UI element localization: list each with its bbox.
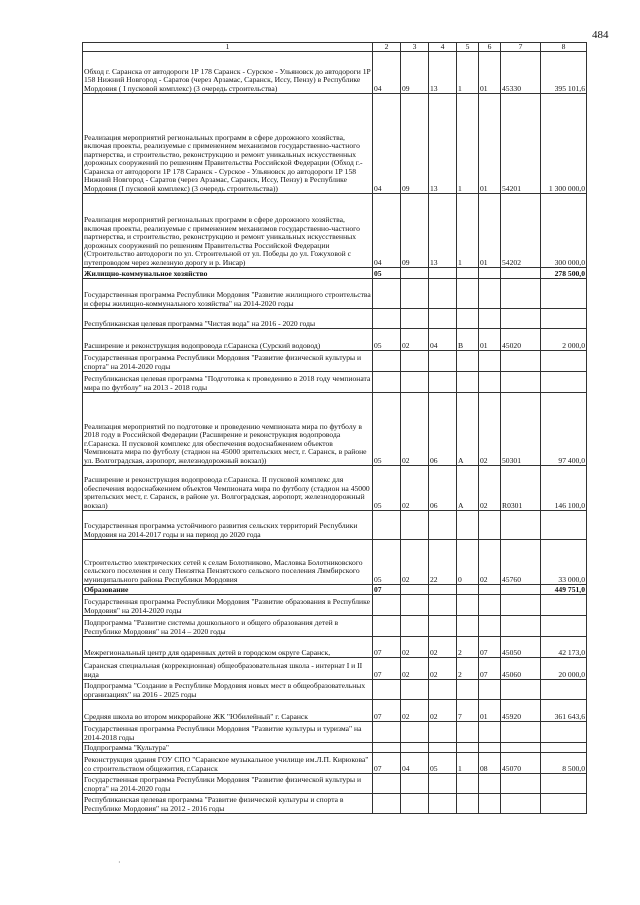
- subprogram-code: [457, 743, 479, 753]
- event-code: [479, 722, 501, 743]
- row-name: Подпрограмма "Создание в Республике Мордовия новых мест в общеобразовательных организациях" на 2016 - 2025 годы: [83, 680, 373, 700]
- subsection-code: 02: [401, 637, 429, 658]
- table-row: [83, 774, 587, 794]
- section-code: [373, 743, 401, 753]
- subprogram-code: [457, 595, 479, 616]
- program-code: [429, 372, 457, 393]
- row-name: Строительство электрических сетей к селам Болотниково, Масловка Болотниковского сельского поселения и селу Пензятка Пензятского сельского поселения Лямбирского муниципального района Республики Мордовия: [83, 540, 373, 585]
- target-code: [501, 774, 541, 794]
- subprogram-code: [457, 680, 479, 700]
- program-code: 02: [429, 658, 457, 680]
- program-code: 04: [429, 329, 457, 351]
- table-row: [83, 540, 587, 585]
- column-header: 7: [501, 43, 541, 52]
- row-name: Республиканская целевая программа "Развитие физической культуры и спорта в Республике Мордовия" на 2012 - 2016 годы: [83, 794, 373, 814]
- amount: [541, 774, 587, 794]
- event-code: [479, 268, 501, 279]
- subsection-code: [401, 279, 429, 309]
- amount: [541, 680, 587, 700]
- target-code: [501, 268, 541, 279]
- section-code: [373, 774, 401, 794]
- subsection-code: 09: [401, 194, 429, 268]
- program-code: [429, 595, 457, 616]
- table-body: [83, 52, 587, 814]
- scan-mark: ·: [118, 858, 121, 867]
- subsection-code: [401, 268, 429, 279]
- table-row: [83, 372, 587, 393]
- section-code: 07: [373, 700, 401, 722]
- table-row: [83, 194, 587, 268]
- amount: [541, 616, 587, 637]
- budget-table: [82, 42, 587, 814]
- event-code: 07: [479, 637, 501, 658]
- subprogram-code: [457, 616, 479, 637]
- event-code: 01: [479, 52, 501, 94]
- subsection-code: [401, 680, 429, 700]
- row-name: Республиканская целевая программа "Подготовка к проведению в 2018 году чемпионата мира по футболу" на 2013 - 2018 годы: [83, 372, 373, 393]
- amount: 97 400,0: [541, 393, 587, 466]
- subprogram-code: 1: [457, 94, 479, 194]
- program-code: [429, 585, 457, 595]
- table-row: [83, 794, 587, 814]
- row-name: Реализация мероприятий по подготовке и проведению чемпионата мира по футболу в 2018 году в Российской Федерации (Расширение и реконструкция водопровода г.Саранска. II пусковой комплекс для обеспечения водоснабжением объектов Чемпионата мира по футболу (стадион на 45000 зрительских мест, г. Саранск, в районе ул. Волгоградская, аэропорт, железнодорожный вокзал)): [83, 393, 373, 466]
- amount: [541, 595, 587, 616]
- amount: 146 100,0: [541, 466, 587, 511]
- row-name: Реализация мероприятий региональных программ в сфере дорожного хозяйства, включая проекты, реализуемые с применением механизмов государственно-частного партнерства, и строительство, реконструкцию и ремонт уникальных искусственных дорожных сооружений по решениям Правительства Российской Федерации (Обход г.-Саранска от автодороги 1Р 178 Саранск - Сурское - Ульяновск до автодороги 1Р 158 Нижний Новгород - Саратов (через Арзамас, Саранск, Иссу, Пензу) в Республике Мордовия (I пусковой комплекс) (3 очередь строительства)): [83, 94, 373, 194]
- row-name: Подпрограмма "Культура": [83, 743, 373, 753]
- section-code: [373, 616, 401, 637]
- amount: [541, 351, 587, 372]
- program-code: 13: [429, 94, 457, 194]
- subprogram-code: [457, 309, 479, 329]
- table-row: [83, 700, 587, 722]
- row-name: Межрегиональный центр для одаренных детей в городском округе Саранск,: [83, 637, 373, 658]
- table-row: [83, 722, 587, 743]
- row-name: Жилищно-коммунальное хозяйство: [83, 268, 373, 279]
- subprogram-code: [457, 722, 479, 743]
- section-code: 07: [373, 637, 401, 658]
- column-header: 4: [429, 43, 457, 52]
- row-name: Средняя школа во втором микрорайоне ЖК "Юбилейный" г. Саранск: [83, 700, 373, 722]
- amount: 20 000,0: [541, 658, 587, 680]
- amount: [541, 722, 587, 743]
- section-code: 04: [373, 52, 401, 94]
- subsection-code: [401, 309, 429, 329]
- amount: 8 500,0: [541, 753, 587, 774]
- event-code: [479, 616, 501, 637]
- subsection-code: [401, 351, 429, 372]
- row-name: Государственная программа устойчивого развития сельских территорий Республики Мордовия на 2014-2017 годы и на период до 2020 года: [83, 511, 373, 540]
- target-code: [501, 595, 541, 616]
- table-row: [83, 466, 587, 511]
- section-code: 05: [373, 466, 401, 511]
- target-code: [501, 616, 541, 637]
- subprogram-code: [457, 585, 479, 595]
- table-row: [83, 637, 587, 658]
- row-name: Расширение и реконструкция водопровода г.Саранска. II пусковой комплекс для обеспечения водоснабжением объектов Чемпионата мира по футболу (стадион на 45000 зрительских мест, г. Саранск, в районе ул. Волгоградская, аэропорт, железнодорожный вокзал): [83, 466, 373, 511]
- target-code: 45050: [501, 637, 541, 658]
- table-row: [83, 393, 587, 466]
- page-number: 484: [592, 29, 609, 41]
- subprogram-code: [457, 794, 479, 814]
- target-code: 45920: [501, 700, 541, 722]
- section-code: [373, 279, 401, 309]
- section-code: 05: [373, 540, 401, 585]
- target-code: [501, 794, 541, 814]
- amount: 33 000,0: [541, 540, 587, 585]
- event-code: [479, 680, 501, 700]
- subprogram-code: А: [457, 393, 479, 466]
- event-code: 07: [479, 658, 501, 680]
- amount: [541, 743, 587, 753]
- table-row: [83, 595, 587, 616]
- table-row: [83, 329, 587, 351]
- row-name: Саранская специальная (коррекционная) общеобразовательная школа - интернат I и II вида: [83, 658, 373, 680]
- amount: [541, 309, 587, 329]
- subsection-code: 02: [401, 393, 429, 466]
- subsection-code: 04: [401, 753, 429, 774]
- row-name: Государственная программа Республики Мордовия "Развитие жилищного строительства и сферы жилищно-коммунального хозяйства" на 2014-2020 годы: [83, 279, 373, 309]
- column-header: 8: [541, 43, 587, 52]
- event-code: [479, 372, 501, 393]
- section-code: [373, 680, 401, 700]
- section-code: 04: [373, 194, 401, 268]
- event-code: 08: [479, 753, 501, 774]
- subprogram-code: 1: [457, 753, 479, 774]
- subprogram-code: А: [457, 466, 479, 511]
- target-code: [501, 743, 541, 753]
- amount: 395 101,6: [541, 52, 587, 94]
- table-row: [83, 680, 587, 700]
- program-code: 02: [429, 700, 457, 722]
- target-code: [501, 585, 541, 595]
- row-name: Подпрограмма "Развитие системы дошкольного и общего образования детей в Республике Мордовия" на 2014 – 2020 годы: [83, 616, 373, 637]
- table-row: [83, 309, 587, 329]
- section-code: [373, 511, 401, 540]
- subsection-code: [401, 743, 429, 753]
- event-code: [479, 351, 501, 372]
- subsection-code: 02: [401, 540, 429, 585]
- event-code: [479, 309, 501, 329]
- table-row: [83, 268, 587, 279]
- target-code: 54201: [501, 94, 541, 194]
- program-code: [429, 794, 457, 814]
- amount: 1 300 000,0: [541, 94, 587, 194]
- program-code: 13: [429, 194, 457, 268]
- table-row: [83, 94, 587, 194]
- subsection-code: 02: [401, 329, 429, 351]
- amount: [541, 794, 587, 814]
- table-row: [83, 585, 587, 595]
- subsection-code: 09: [401, 52, 429, 94]
- target-code: 54202: [501, 194, 541, 268]
- amount: 449 751,0: [541, 585, 587, 595]
- row-name: Образование: [83, 585, 373, 595]
- section-code: 04: [373, 94, 401, 194]
- column-header: 3: [401, 43, 429, 52]
- target-code: [501, 351, 541, 372]
- amount: 361 643,6: [541, 700, 587, 722]
- section-code: [373, 351, 401, 372]
- subprogram-code: 1: [457, 194, 479, 268]
- event-code: [479, 595, 501, 616]
- amount: 42 173,0: [541, 637, 587, 658]
- target-code: 45070: [501, 753, 541, 774]
- target-code: 45020: [501, 329, 541, 351]
- section-code: 07: [373, 753, 401, 774]
- program-code: 06: [429, 393, 457, 466]
- section-code: [373, 794, 401, 814]
- target-code: [501, 722, 541, 743]
- event-code: 01: [479, 94, 501, 194]
- header-row: [83, 43, 587, 52]
- subprogram-code: [457, 372, 479, 393]
- target-code: [501, 372, 541, 393]
- section-code: [373, 372, 401, 393]
- event-code: [479, 511, 501, 540]
- amount: 2 000,0: [541, 329, 587, 351]
- target-code: R0301: [501, 466, 541, 511]
- subsection-code: [401, 616, 429, 637]
- target-code: [501, 511, 541, 540]
- table-row: [83, 753, 587, 774]
- table-row: [83, 52, 587, 94]
- subprogram-code: 2: [457, 658, 479, 680]
- subprogram-code: В: [457, 329, 479, 351]
- subsection-code: [401, 372, 429, 393]
- program-code: [429, 279, 457, 309]
- table-row: [83, 743, 587, 753]
- subprogram-code: [457, 268, 479, 279]
- event-code: 02: [479, 540, 501, 585]
- target-code: [501, 309, 541, 329]
- program-code: [429, 268, 457, 279]
- amount: [541, 511, 587, 540]
- table-row: [83, 279, 587, 309]
- section-code: [373, 722, 401, 743]
- row-name: Государственная программа Республики Мордовия "Развитие образования в Республике Мордовия" на 2014-2020 годы: [83, 595, 373, 616]
- section-code: 05: [373, 393, 401, 466]
- event-code: [479, 774, 501, 794]
- event-code: 01: [479, 194, 501, 268]
- event-code: 01: [479, 329, 501, 351]
- program-code: 13: [429, 52, 457, 94]
- subsection-code: [401, 511, 429, 540]
- amount: [541, 279, 587, 309]
- target-code: 45760: [501, 540, 541, 585]
- column-header: 1: [83, 43, 373, 52]
- program-code: [429, 351, 457, 372]
- subprogram-code: [457, 774, 479, 794]
- program-code: [429, 743, 457, 753]
- program-code: 05: [429, 753, 457, 774]
- subsection-code: 09: [401, 94, 429, 194]
- subsection-code: [401, 585, 429, 595]
- section-code: 07: [373, 658, 401, 680]
- event-code: [479, 743, 501, 753]
- section-code: 07: [373, 585, 401, 595]
- event-code: 02: [479, 466, 501, 511]
- subsection-code: [401, 794, 429, 814]
- table-row: [83, 351, 587, 372]
- row-name: Реализация мероприятий региональных программ в сфере дорожного хозяйства, включая проекты, реализуемые с применением механизмов государственно-частного партнерства, и строительство, реконструкцию и ремонт уникальных искусственных дорожных сооружений по решениям Правительства Российской Федерации (Строительство автодороги по ул. Строительной от ул. Победы до ул. Гожуховой с путепроводом через железную дорогу и р. Инсар): [83, 194, 373, 268]
- program-code: [429, 511, 457, 540]
- amount: 300 000,0: [541, 194, 587, 268]
- row-name: Государственная программа Республики Мордовия "Развитие физической культуры и спорта" на 2014-2020 годы: [83, 351, 373, 372]
- event-code: 02: [479, 393, 501, 466]
- row-name: Государственная программа Республики Мордовия "Развитие физической культуры и спорта" на 2014-2020 годы: [83, 774, 373, 794]
- target-code: 45060: [501, 658, 541, 680]
- target-code: [501, 279, 541, 309]
- event-code: [479, 279, 501, 309]
- section-code: [373, 595, 401, 616]
- event-code: [479, 585, 501, 595]
- event-code: 01: [479, 700, 501, 722]
- subprogram-code: [457, 511, 479, 540]
- program-code: 06: [429, 466, 457, 511]
- row-name: Республиканская целевая программа "Чистая вода" на 2016 - 2020 годы: [83, 309, 373, 329]
- subsection-code: 02: [401, 466, 429, 511]
- column-header: 5: [457, 43, 479, 52]
- program-code: [429, 309, 457, 329]
- subsection-code: [401, 722, 429, 743]
- row-name: Обход г. Саранска от автодороги 1Р 178 Саранск - Сурское - Ульяновск до автодороги 1Р 158 Нижний Новгород - Саратов (через Арзамас, Саранск, Иссу, Пензу) в Республике Мордовия ( I пусковой комплекс) (3 очередь строительства): [83, 52, 373, 94]
- row-name: Реконструкция здания ГОУ СПО "Саранское музыкальное училище им.Л.П. Кирюкова" со строительством общежития, г.Саранск: [83, 753, 373, 774]
- amount: 278 500,0: [541, 268, 587, 279]
- table-row: [83, 511, 587, 540]
- target-code: 50301: [501, 393, 541, 466]
- table-row: [83, 658, 587, 680]
- subprogram-code: 7: [457, 700, 479, 722]
- column-header: 6: [479, 43, 501, 52]
- section-code: 05: [373, 268, 401, 279]
- section-code: [373, 309, 401, 329]
- program-code: 02: [429, 637, 457, 658]
- target-code: 45330: [501, 52, 541, 94]
- program-code: [429, 722, 457, 743]
- row-name: Государственная программа Республики Мордовия "Развитие культуры и туризма" на 2014-2018 годы: [83, 722, 373, 743]
- target-code: [501, 680, 541, 700]
- subsection-code: 02: [401, 658, 429, 680]
- subsection-code: [401, 595, 429, 616]
- program-code: [429, 616, 457, 637]
- subprogram-code: 0: [457, 540, 479, 585]
- program-code: 22: [429, 540, 457, 585]
- column-header: 2: [373, 43, 401, 52]
- table-row: [83, 616, 587, 637]
- subprogram-code: 1: [457, 52, 479, 94]
- subprogram-code: [457, 351, 479, 372]
- event-code: [479, 794, 501, 814]
- subsection-code: [401, 774, 429, 794]
- subprogram-code: [457, 279, 479, 309]
- amount: [541, 372, 587, 393]
- program-code: [429, 680, 457, 700]
- program-code: [429, 774, 457, 794]
- section-code: 05: [373, 329, 401, 351]
- row-name: Расширение и реконструкция водопровода г.Саранска (Сурский водовод): [83, 329, 373, 351]
- subsection-code: 02: [401, 700, 429, 722]
- subprogram-code: 2: [457, 637, 479, 658]
